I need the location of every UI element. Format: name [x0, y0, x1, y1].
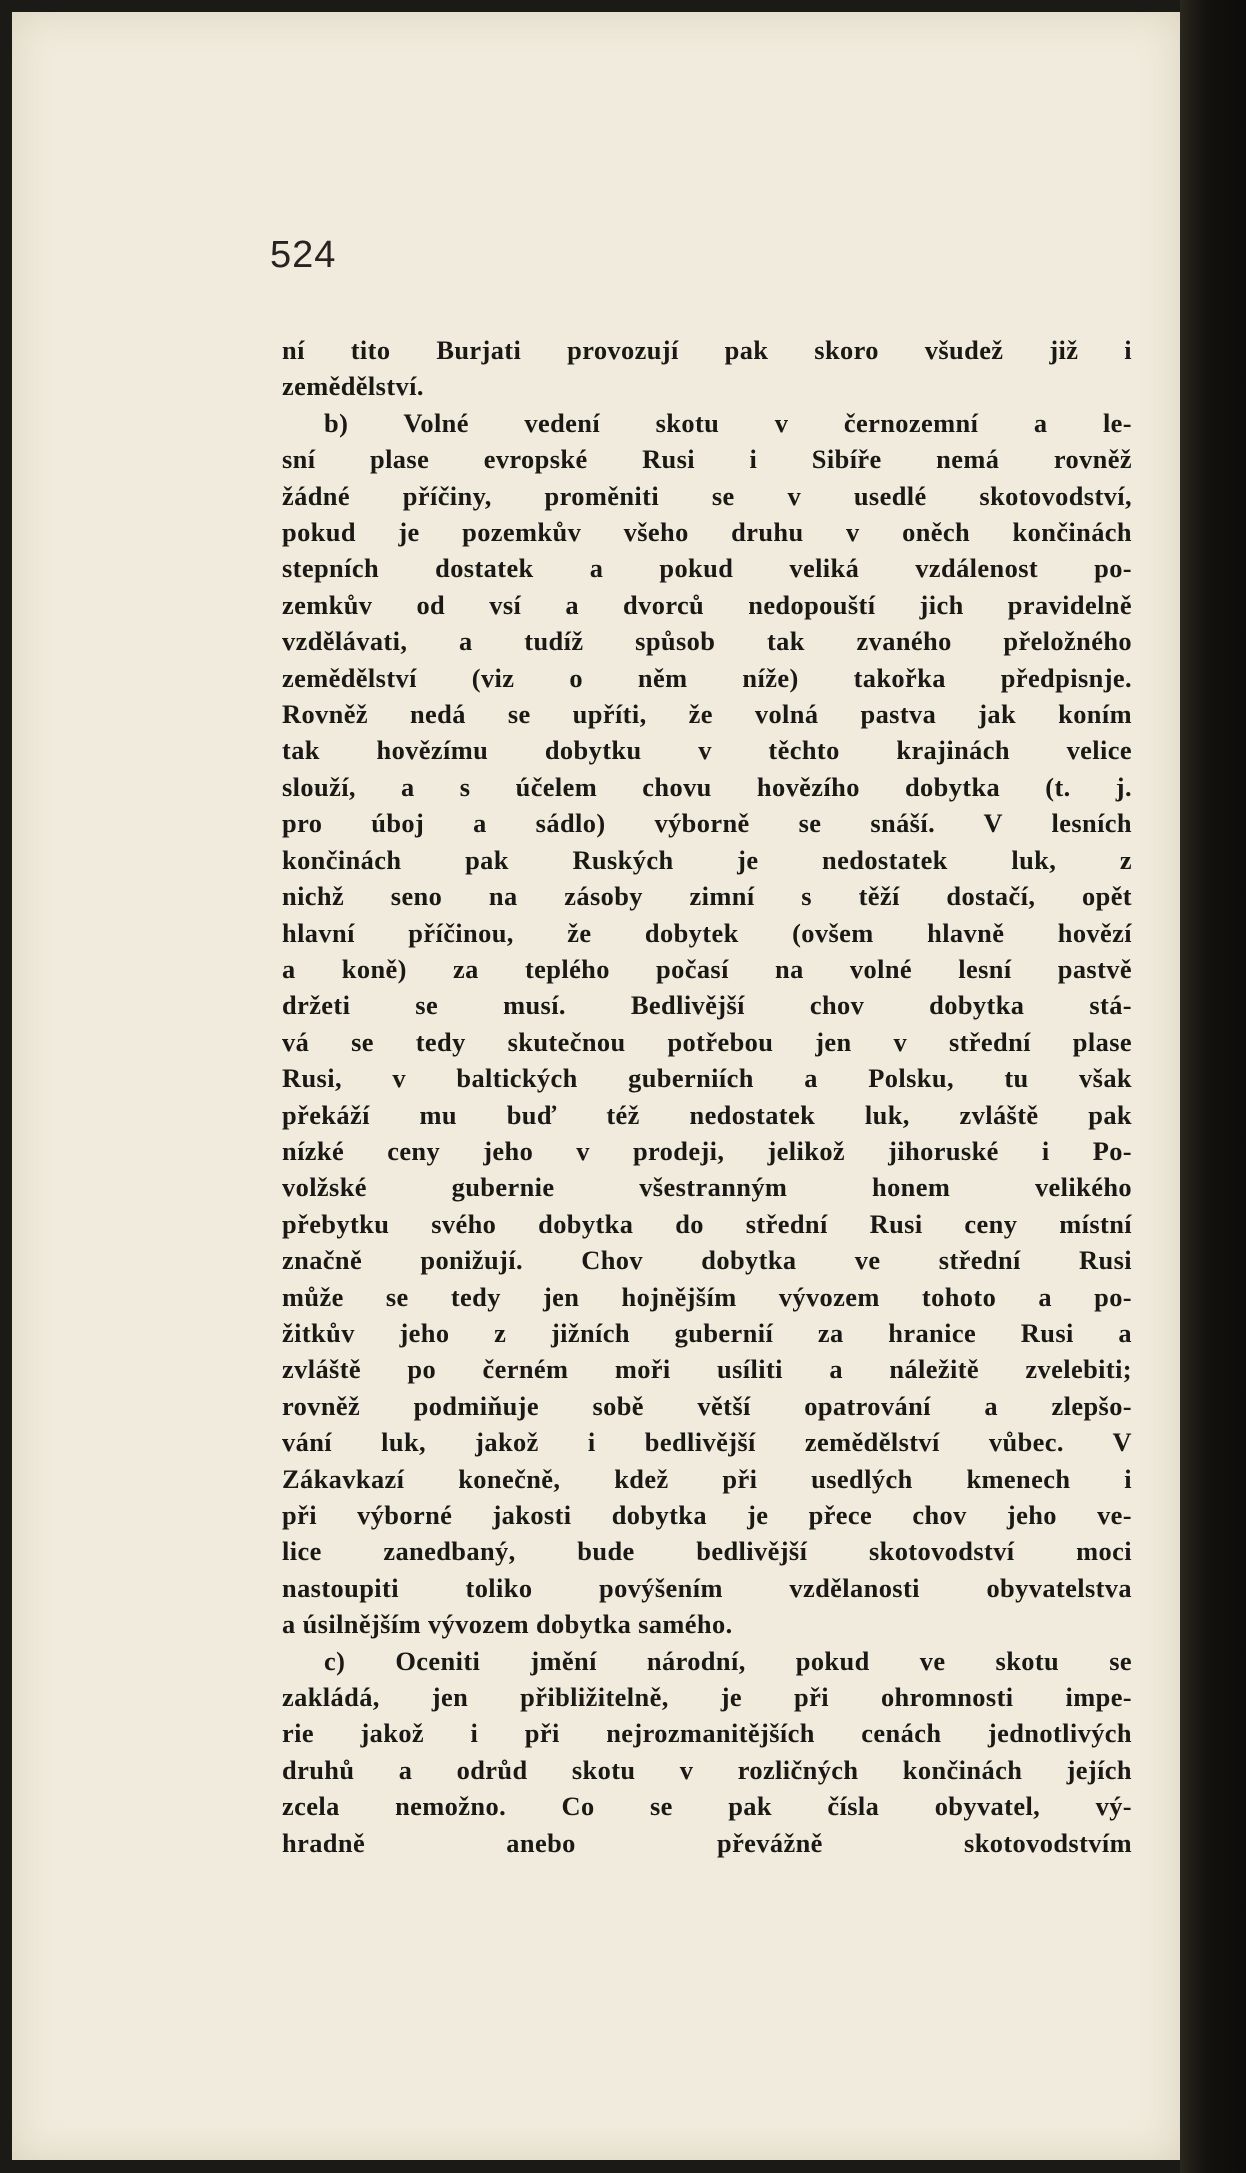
text-line: a úsilnějším vývozem dobytka samého.	[282, 1609, 733, 1640]
text-line: zemkův od vsí a dvorců nedopouští jich pravidelně	[282, 589, 1132, 620]
text-line: držeti se musí. Bedlivější chov dobytka stá-	[282, 990, 1132, 1021]
text-line: a koně) za teplého počasí na volné lesní pastvě	[282, 953, 1132, 984]
text-line: žitkův jeho z jižních gubernií za hranice Rusi a	[282, 1317, 1132, 1348]
text-line: nízké ceny jeho v prodeji, jelikož jihoruské i Po-	[282, 1135, 1132, 1166]
text-line: sní plase evropské Rusi i Sibíře nemá rovněž	[282, 444, 1132, 475]
text-line: rie jakož i při nejrozmanitějších cenách jednotlivých	[282, 1718, 1132, 1749]
text-line: může se tedy jen hojnějším vývozem tohoto a po-	[282, 1281, 1132, 1312]
text-line: zvláště po černém moři usíliti a náležitě zvelebiti;	[282, 1354, 1132, 1385]
text-line: hradně anebo převážně skotovodstvím	[282, 1827, 1132, 1858]
text-line: zemědělství (viz o něm níže) takořka předpisnje.	[282, 662, 1132, 693]
text-line: zemědělství.	[282, 371, 424, 402]
text-line: Zákavkazí konečně, kdež při usedlých kmenech i	[282, 1463, 1132, 1494]
book-spine-edge	[1180, 0, 1246, 2173]
text-line: lice zanedbaný, bude bedlivější skotovodství moci	[282, 1536, 1132, 1567]
text-line: vzdělávati, a tudíž spůsob tak zvaného přeložného	[282, 626, 1132, 657]
text-line: slouží, a s účelem chovu hovězího dobytka (t. j.	[282, 771, 1132, 802]
text-line: vá se tedy skutečnou potřebou jen v střední plase	[282, 1026, 1132, 1057]
text-line: končinách pak Ruských je nedostatek luk, z	[282, 844, 1132, 875]
text-line: rovněž podmiňuje sobě větší opatrování a zlepšo-	[282, 1390, 1132, 1421]
text-line: přebytku svého dobytka do střední Rusi ceny místní	[282, 1208, 1132, 1239]
text-line: ní tito Burjati provozují pak skoro všudež již i	[282, 335, 1132, 365]
text-line: Rusi, v baltických guberniích a Polsku, tu však	[282, 1063, 1132, 1094]
text-line: nichž seno na zásoby zimní s těží dostačí, opět	[282, 881, 1132, 912]
text-line: překáží mu buď též nedostatek luk, zvláště pak	[282, 1099, 1132, 1130]
text-line: Rovněž nedá se upříti, že volná pastva jak koním	[282, 699, 1132, 730]
text-line: volžské gubernie všestranným honem velikého	[282, 1172, 1132, 1203]
text-line: vání luk, jakož i bedlivější zemědělství vůbec. V	[282, 1427, 1132, 1458]
text-line: c) Oceniti jmění národní, pokud ve skotu se	[324, 1645, 1132, 1676]
page-number: 524	[270, 234, 337, 276]
book-page	[12, 12, 1180, 2160]
text-line: pro úboj a sádlo) výborně se snáší. V lesních	[282, 808, 1132, 839]
text-line: hlavní příčinou, že dobytek (ovšem hlavně hovězí	[282, 917, 1132, 948]
text-line: zcela nemožno. Co se pak čísla obyvatel, vý-	[282, 1791, 1132, 1822]
text-line: druhů a odrůd skotu v rozličných končinách jejích	[282, 1754, 1132, 1785]
text-line: pokud je pozemkův všeho druhu v oněch končinách	[282, 517, 1132, 548]
text-line: b) Volné vedení skotu v černozemní a le-	[324, 407, 1132, 438]
text-line: tak hovězímu dobytku v těchto krajinách velice	[282, 735, 1132, 766]
text-line: žádné příčiny, proměniti se v usedlé skotovodství,	[282, 480, 1132, 511]
text-line: nastoupiti toliko povýšením vzdělanosti obyvatelstva	[282, 1572, 1132, 1603]
text-line: stepních dostatek a pokud veliká vzdálenost po-	[282, 553, 1132, 584]
text-line: zakládá, jen přibližitelně, je při ohromnosti impe-	[282, 1682, 1132, 1713]
body-text	[282, 332, 1132, 1861]
text-line: značně ponižují. Chov dobytka ve střední Rusi	[282, 1245, 1132, 1276]
text-line: při výborné jakosti dobytka je přece chov jeho ve-	[282, 1500, 1132, 1530]
